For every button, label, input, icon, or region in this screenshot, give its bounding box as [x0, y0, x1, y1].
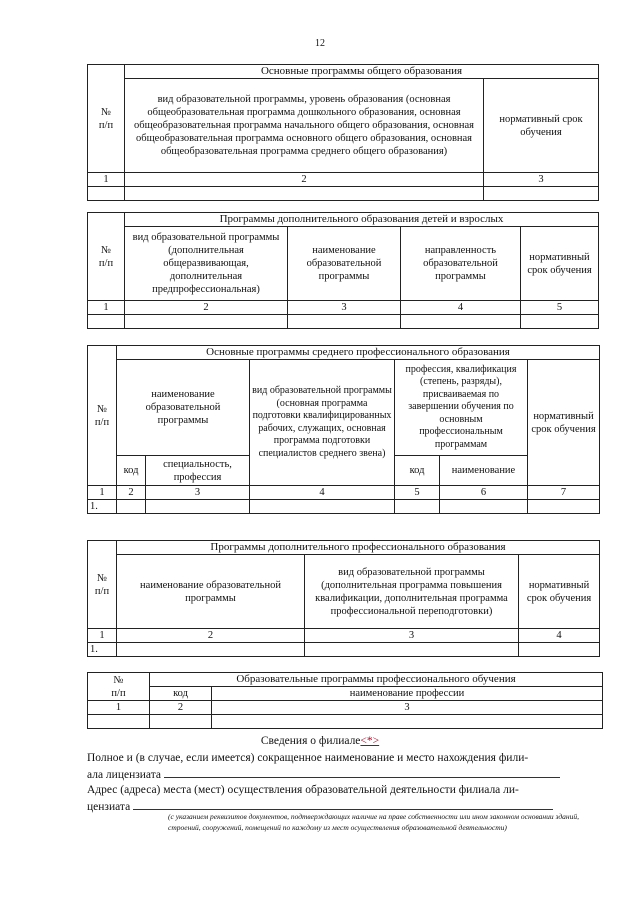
col-index: 2 [117, 629, 305, 643]
table-secondary-vocational [87, 345, 600, 514]
col-index: 5 [521, 301, 599, 315]
col-number-header: № п/п [88, 541, 117, 629]
paragraph-label: ала лицензиата [87, 769, 162, 781]
col-program-name-header: наименование образовательной программы [117, 360, 250, 456]
col-term-header: нормативный срок обучения [528, 360, 600, 486]
col-index: 3 [212, 701, 603, 715]
col-program-type-header: вид образовательной программы, уровень образования (основная общеобразовательная программа дошкольного образования, основная общеобразовательная программа начального общего образования, основная общеобразовательная программа основного общего образования, основная общеобразовательная программа среднего общего образования) [125, 79, 484, 173]
table-cell [305, 643, 519, 657]
col-index: 5 [395, 486, 440, 500]
table-cell [401, 315, 521, 329]
branch-heading [0, 735, 640, 747]
branch-name-paragraph [87, 751, 607, 815]
col-index: 2 [117, 486, 146, 500]
col-index: 3 [146, 486, 250, 500]
col-qual-name-header: наименование [440, 456, 528, 486]
col-program-type-header: вид образовательной программы (основная программа подготовки квалифицированных рабочих, служащих, основная программа подготовки специалистов среднего звена) [250, 360, 395, 486]
col-program-type-header: вид образовательной программы (дополнительная программа повышения квалификации, дополнительная программа профессиональной переподготовки) [305, 555, 519, 629]
paragraph-label: цензиата [87, 801, 131, 813]
footnote-text: (с указанием реквизитов документов, подтверждающих наличие на праве собственности или ином законном основании зданий, строений, сооружений, помещений по каждому из мест осуществления образовательной деятельности) [168, 812, 579, 832]
table-title: Программы дополнительного профессионального образования [117, 541, 600, 555]
col-program-name-header: наименование образовательной программы [117, 555, 305, 629]
footnote-link[interactable]: <*> [360, 735, 380, 747]
table-cell [88, 715, 150, 729]
table-cell [150, 715, 212, 729]
table-cell [212, 715, 603, 729]
col-number-header: № п/п [88, 213, 125, 301]
col-program-name-header: наименование образовательной программы [288, 227, 401, 301]
table-cell [288, 315, 401, 329]
col-index: 3 [484, 173, 599, 187]
col-specialty-header: специальность, профессия [146, 456, 250, 486]
branch-heading-text: Сведения о филиале [260, 735, 361, 747]
table-general-education [87, 64, 599, 201]
col-term-header: нормативный срок обучения [521, 227, 599, 301]
table-cell [88, 315, 125, 329]
row-number: 1. [88, 643, 117, 657]
col-profession-header: наименование профессии [212, 687, 603, 701]
col-index: 3 [305, 629, 519, 643]
table-title: Основные программы общего образования [125, 65, 599, 79]
table-additional-professional [87, 540, 600, 657]
col-index: 2 [125, 173, 484, 187]
col-direction-header: направленность образовательной программы [401, 227, 521, 301]
col-code-header: код [150, 687, 212, 701]
fill-in-line [133, 798, 553, 810]
col-index: 1 [88, 173, 125, 187]
col-code-header: код [117, 456, 146, 486]
col-number-header: № п/п [88, 65, 125, 173]
table-additional-education [87, 212, 599, 329]
paragraph-line: Адрес (адреса) места (мест) осуществления образовательной деятельности филиала ли- [87, 784, 519, 796]
table-cell [519, 643, 600, 657]
row-number: 1. [88, 500, 117, 514]
table-professional-training [87, 672, 603, 729]
col-number-header: № п/п [88, 673, 150, 701]
table-cell [484, 187, 599, 201]
table-cell [117, 643, 305, 657]
table-cell [250, 500, 395, 514]
table-cell [125, 187, 484, 201]
table-title: Основные программы среднего профессионального образования [117, 346, 600, 360]
col-term-header: нормативный срок обучения [484, 79, 599, 173]
col-index: 4 [519, 629, 600, 643]
col-index: 1 [88, 629, 117, 643]
col-index: 1 [88, 486, 117, 500]
page-number: 12 [315, 38, 325, 49]
paragraph-line: Полное и (в случае, если имеется) сокращенное наименование и место нахождения фили- [87, 752, 529, 764]
table-title: Программы дополнительного образования детей и взрослых [125, 213, 599, 227]
col-index: 7 [528, 486, 600, 500]
col-index: 1 [88, 701, 150, 715]
table-cell [528, 500, 600, 514]
table-cell [125, 315, 288, 329]
col-number-header: № п/п [88, 346, 117, 486]
fill-in-line [164, 766, 560, 778]
table-cell [521, 315, 599, 329]
table-cell [88, 187, 125, 201]
paragraph-line [87, 766, 607, 783]
col-index: 2 [125, 301, 288, 315]
col-index: 3 [288, 301, 401, 315]
col-index: 6 [440, 486, 528, 500]
col-qual-code-header: код [395, 456, 440, 486]
table-cell [395, 500, 440, 514]
col-index: 4 [401, 301, 521, 315]
table-cell [440, 500, 528, 514]
col-index: 1 [88, 301, 125, 315]
table-cell [117, 500, 146, 514]
table-cell [146, 500, 250, 514]
table-title: Образовательные программы профессионального обучения [150, 673, 603, 687]
col-index: 4 [250, 486, 395, 500]
col-index: 2 [150, 701, 212, 715]
col-qualification-header: профессия, квалификация (степень, разряды), присваиваемая по завершении обучения по основным профессиональным программам [395, 360, 528, 456]
col-program-type-header: вид образовательной программы (дополнительная общеразвивающая, дополнительная предпрофессиональная) [125, 227, 288, 301]
col-term-header: нормативный срок обучения [519, 555, 600, 629]
